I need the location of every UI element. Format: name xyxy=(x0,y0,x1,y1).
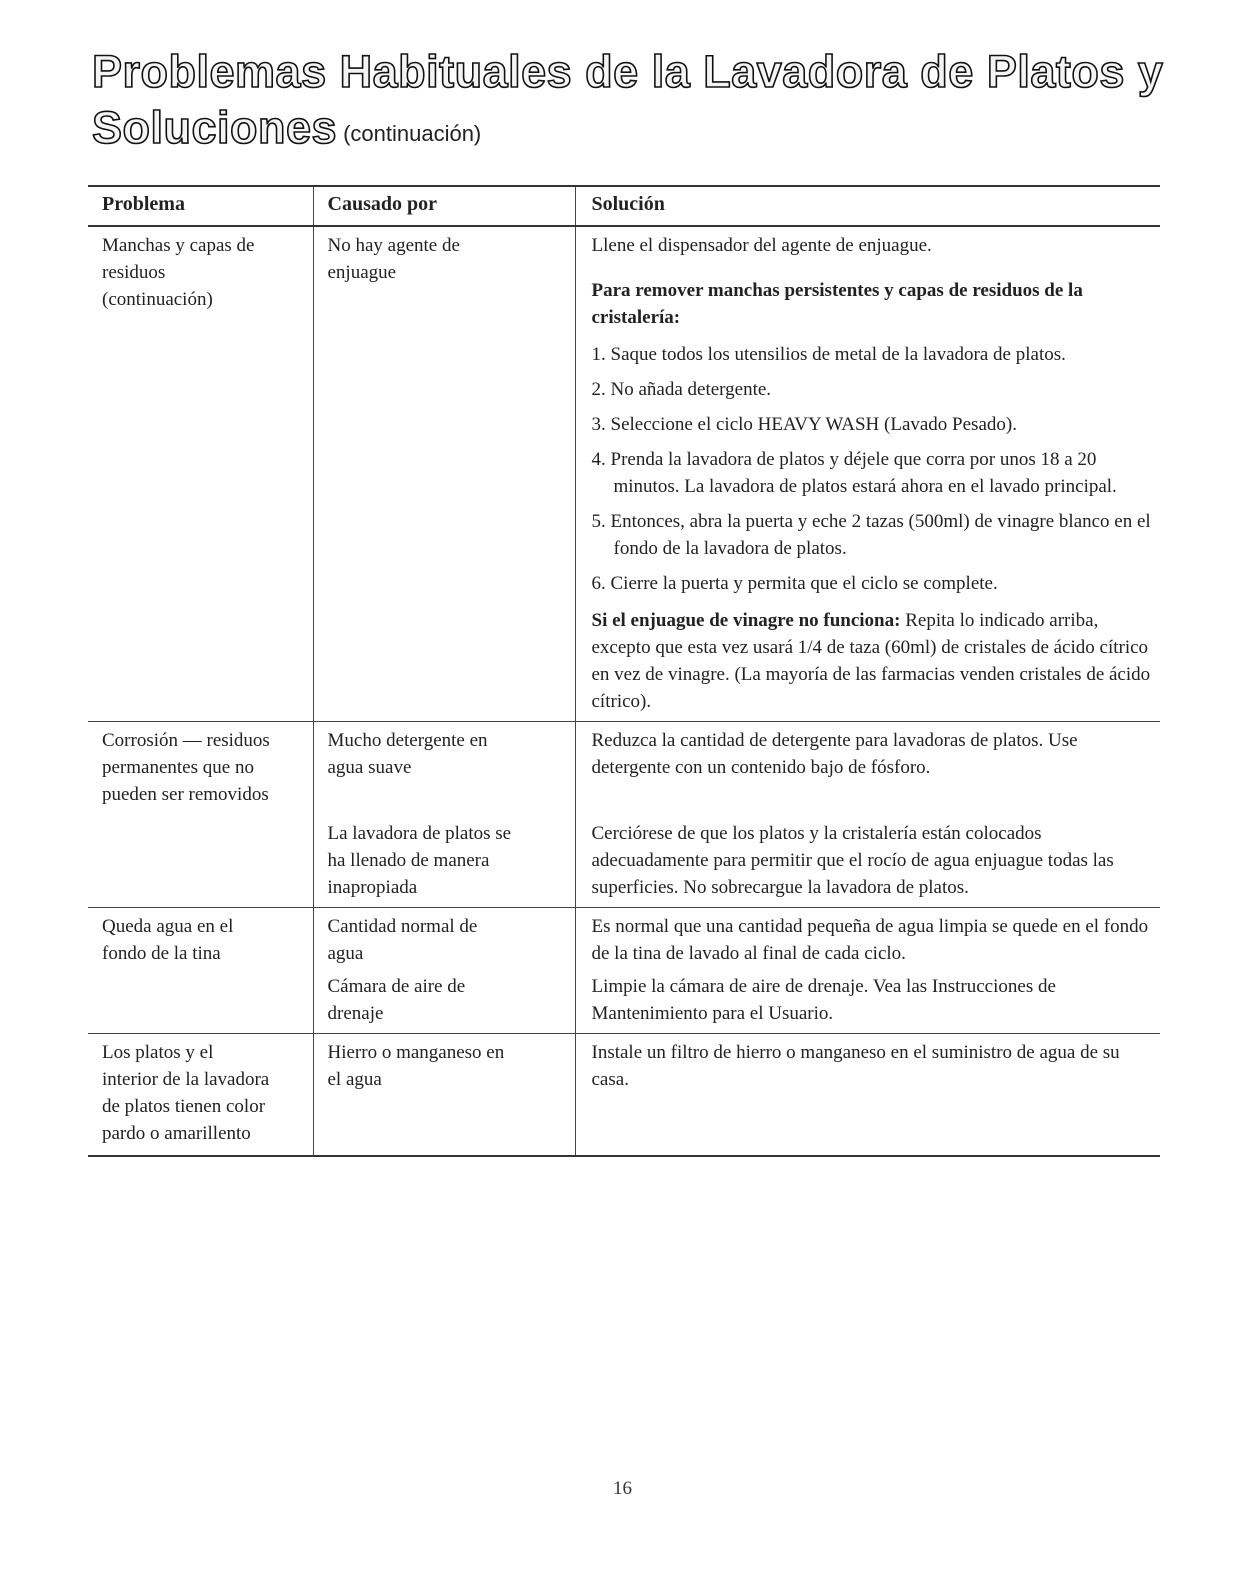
step-item: 2. No añada detergente. xyxy=(591,379,772,400)
solution-steps xyxy=(592,341,1155,597)
solution-text: Instale un filtro de hierro o manganeso en el suministro de agua de su casa. xyxy=(591,1042,1120,1090)
header-problem: Problema xyxy=(88,186,313,226)
solution-heading: Para remover manchas persistentes y capas de residuos de la cristalería: xyxy=(591,280,1083,328)
problem-text: Queda agua en el fondo de la tina xyxy=(102,916,234,964)
header-solution: Solución xyxy=(575,186,1160,226)
problem-cell xyxy=(88,722,313,908)
solution-text: Reduzca la cantidad de detergente para lavadoras de platos. Use detergente con un contenido bajo de fósforo. xyxy=(591,730,1078,778)
solution-cell xyxy=(575,1034,1160,1157)
solution-text: Cerciórese de que los platos y la cristalería están colocados adecuadamente para permitir que el rocío de agua enjuague todas las superficies. No sobrecargue la lavadora de platos. xyxy=(591,823,1114,898)
table-header-row xyxy=(88,186,1160,226)
cause-text: La lavadora de platos se ha llenado de manera inapropiada xyxy=(327,823,512,898)
cause-text: Cantidad normal de agua xyxy=(327,916,478,964)
solution-cell xyxy=(575,908,1160,1034)
solution-cell xyxy=(575,722,1160,908)
problem-cell xyxy=(88,908,313,1034)
title-soluciones: Soluciones xyxy=(92,102,338,153)
problem-text: Corrosión — residuos permanentes que no pueden ser removidos xyxy=(102,730,270,805)
note-text: Repita lo indicado arriba, excepto que esta vez usará 1/4 de taza (60ml) de cristales de ácido cítrico en vez de vinagre. (La mayoría de las farmacias venden cristales de ácido cítrico). xyxy=(591,610,1151,712)
solution-cell xyxy=(575,226,1160,722)
step-item: 1. Saque todos los utensilios de metal de la lavadora de platos. xyxy=(591,344,1066,365)
title-line-1: Problemas Habituales de la Lavadora de Platos y xyxy=(92,46,1164,97)
cause-text: No hay agente de enjuague xyxy=(327,235,460,283)
solution-text: Es normal que una cantidad pequeña de agua limpia se quede en el fondo de la tina de lavado al final de cada ciclo. xyxy=(591,916,1149,964)
problem-cell xyxy=(88,1034,313,1157)
table-row xyxy=(88,226,1160,722)
cause-text: Mucho detergente en agua suave xyxy=(327,730,488,778)
step-item: 6. Cierre la puerta y permita que el ciclo se complete. xyxy=(591,573,998,594)
title-line-2 xyxy=(92,100,1212,162)
solution-note xyxy=(592,607,1155,715)
cause-cell xyxy=(313,226,575,722)
cause-text: Cámara de aire de drenaje xyxy=(327,976,466,1024)
step-item: 4. Prenda la lavadora de platos y déjele que corra por unos 18 a 20 minutos. La lavadora de platos estará ahora en el lavado principal. xyxy=(591,449,1117,497)
note-label: Si el enjuague de vinagre no funciona: xyxy=(591,610,901,631)
solution-intro: Llene el dispensador del agente de enjuague. xyxy=(591,235,932,256)
cause-cell xyxy=(313,1034,575,1157)
table-row xyxy=(88,908,1160,1034)
cause-text: Hierro o manganeso en el agua xyxy=(327,1042,505,1090)
page-number: 16 xyxy=(613,1478,632,1499)
problem-cell xyxy=(88,226,313,722)
title-continuation: (continuación) xyxy=(343,121,482,146)
table-row xyxy=(88,722,1160,908)
solution-text: Limpie la cámara de aire de drenaje. Vea las Instrucciones de Mantenimiento para el Usuario. xyxy=(591,976,1056,1024)
cause-cell xyxy=(313,722,575,908)
header-cause: Causado por xyxy=(313,186,575,226)
troubleshooting-table xyxy=(88,185,1160,1157)
cause-cell xyxy=(313,908,575,1034)
page-title xyxy=(92,44,1212,162)
problem-text: Los platos y el interior de la lavadora de platos tienen color pardo o amarillento xyxy=(102,1042,270,1144)
step-item: 3. Seleccione el ciclo HEAVY WASH (Lavado Pesado). xyxy=(591,414,1017,435)
step-item: 5. Entonces, abra la puerta y eche 2 tazas (500ml) de vinagre blanco en el fondo de la lavadora de platos. xyxy=(591,511,1151,559)
problem-text: Manchas y capas de residuos (continuación) xyxy=(102,235,255,310)
table-row xyxy=(88,1034,1160,1157)
